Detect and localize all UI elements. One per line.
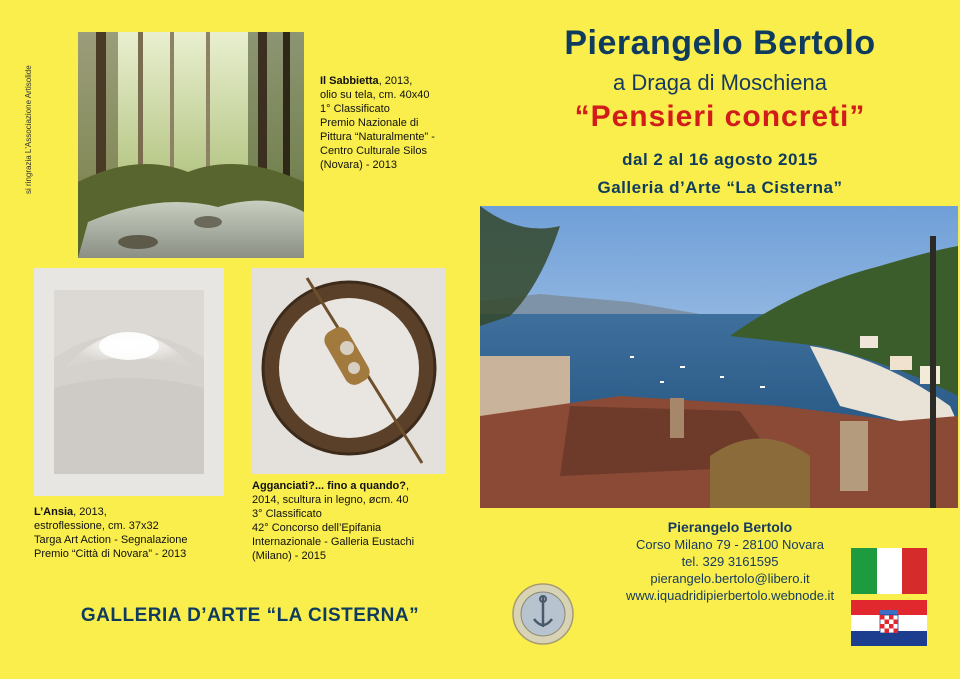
contact-email[interactable]: pierangelo.bertolo@libero.it [650, 571, 810, 586]
seaside-village-photo-icon [480, 206, 958, 508]
exhibition-location: a Draga di Moschiena [612, 70, 827, 95]
wooden-wheel-image [252, 268, 446, 474]
contact-block [560, 519, 900, 604]
croatia-flag [851, 600, 927, 646]
exhibition-dates: dal 2 al 16 agosto 2015 [622, 150, 818, 169]
exhibition-title: “Pensieri concreti” [574, 100, 866, 133]
footer-gallery-name: GALLERIA D’ARTE “LA CISTERNA” [80, 605, 420, 626]
forest-painting-icon [78, 32, 304, 258]
artist-name-title: Pierangelo Bertolo [564, 24, 876, 62]
artwork-caption-ansia: L’Ansia, 2013, estroflessione, cm. 37x32 Targa Art Action - Segnalazione Premio “Città di Novara” - 2013 [34, 506, 188, 560]
italy-flag-icon [851, 548, 927, 594]
side-thanks-note: si ringrazia L'Associazione Artisolide [24, 65, 33, 194]
white-relief-image [34, 268, 224, 496]
association-seal-logo-icon [512, 583, 574, 645]
contact-website[interactable]: www.iquadridipierbertolo.webnode.it [625, 588, 835, 603]
italy-flag [851, 548, 927, 594]
white-relief-artwork-icon [34, 268, 224, 496]
seaside-village-photo [480, 206, 958, 508]
association-seal-logo [512, 583, 574, 645]
artwork-caption-sabbietta: Il Sabbietta, 2013, olio su tela, cm. 40x40 1° Classificato Premio Nazionale di Pittura “Naturalmente” - Centro Culturale Silos (Novara) - 2013 [320, 75, 435, 171]
artwork-caption-agganciati: Agganciati?... fino a quando?, 2014, scultura in legno, øcm. 40 3° Classificato 42° Concorso dell’Epifania Internazionale - Galleria Eustachi (Milano) - 2015 [252, 480, 415, 562]
contact-name: Pierangelo Bertolo [667, 519, 793, 535]
artwork-title: Agganciati?... fino a quando? [252, 480, 406, 492]
exhibition-gallery: Galleria d’Arte “La Cisterna” [597, 178, 843, 197]
artwork-title: L’Ansia [34, 506, 74, 518]
wooden-wheel-sculpture-icon [252, 268, 446, 474]
contact-address: Corso Milano 79 - 28100 Novara [636, 537, 824, 552]
contact-phone[interactable]: tel. 329 3161595 [681, 554, 779, 569]
croatia-flag-icon [851, 600, 927, 646]
artwork-title: Il Sabbietta [320, 75, 379, 87]
forest-painting-image [78, 32, 304, 258]
